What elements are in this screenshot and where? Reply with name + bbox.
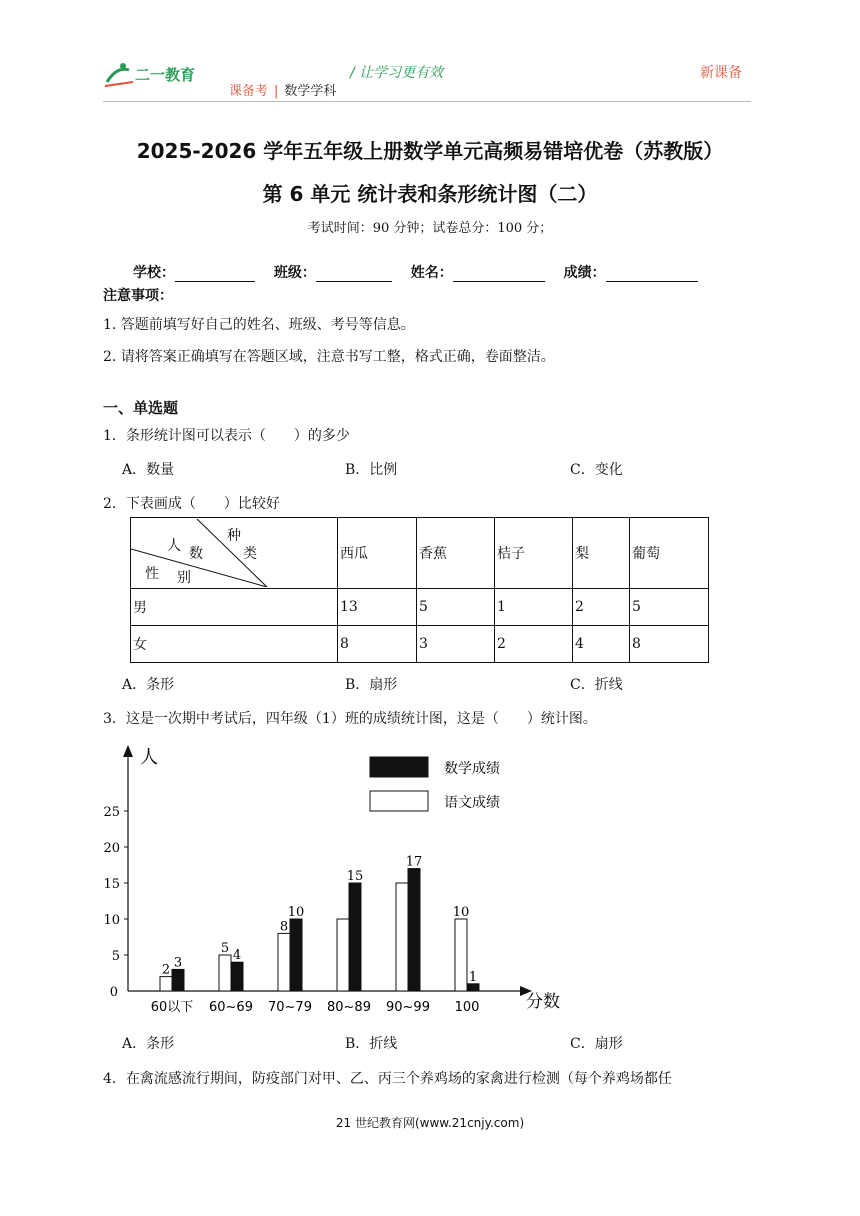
score-field[interactable]: 成绩：	[564, 262, 698, 282]
bar	[278, 933, 290, 991]
bar-value-label: 2	[161, 962, 171, 978]
y-tick-label: 15	[103, 877, 120, 892]
header-sub-right: 数学学科	[284, 84, 337, 99]
page-footer: 21 世纪教育网(www.21cnjy.com)	[335, 1116, 525, 1130]
y-tick-label: 0	[109, 985, 118, 1000]
corner-label: 类	[243, 546, 257, 562]
bar-value-label: 4	[232, 948, 242, 964]
question-1: 1．条形统计图可以表示（ ）的多少	[103, 428, 350, 444]
class-field[interactable]: 班级：	[274, 262, 392, 282]
table-header-cell: 西瓜	[338, 518, 417, 589]
y-tick-label: 25	[103, 805, 120, 820]
bar	[396, 883, 408, 991]
legend-label: 数学成绩	[444, 761, 500, 777]
bar-value-label: 5	[220, 941, 230, 956]
header-divider	[103, 101, 751, 102]
table-cell: 5	[630, 589, 709, 626]
q3-option-c[interactable]: C．扇形	[570, 1036, 623, 1052]
x-tick-label: 60~69	[209, 1000, 253, 1015]
paper-title: 2025-2026 学年五年级上册数学单元高频易错培优卷（苏教版）	[136, 139, 724, 163]
note-item: 2. 请将答案正确填写在答题区域，注意书写工整，格式正确，卷面整洁。	[103, 349, 555, 365]
x-tick-label: 60以下	[150, 1000, 194, 1015]
fruit-table	[130, 517, 709, 663]
bar	[337, 919, 349, 991]
paper-subtitle: 第 6 单元 统计表和条形统计图（二）	[262, 182, 598, 206]
table-cell: 3	[417, 626, 495, 663]
q2-option-a[interactable]: A．条形	[122, 677, 175, 693]
table-cell: 13	[338, 589, 417, 626]
table-cell: 8	[338, 626, 417, 663]
bar-value-label: 3	[173, 955, 183, 971]
table-header-cell: 桔子	[495, 518, 573, 589]
site-logo	[103, 60, 233, 90]
x-axis-label: 分数	[526, 992, 560, 1012]
bar	[172, 969, 184, 991]
table-header-cell: 香蕉	[417, 518, 495, 589]
q2-option-c[interactable]: C．折线	[570, 677, 623, 693]
legend-label: 语文成绩	[444, 795, 500, 811]
corner-label: 数	[189, 546, 203, 562]
table-header-cell: 葡萄	[630, 518, 709, 589]
name-field[interactable]: 姓名：	[411, 262, 545, 282]
table-cell: 5	[417, 589, 495, 626]
x-tick-label: 100	[454, 1000, 480, 1015]
table-cell: 8	[630, 626, 709, 663]
y-tick-label: 20	[103, 841, 120, 856]
bar-value-label: 10	[452, 905, 470, 920]
legend-swatch	[370, 757, 428, 777]
bar	[455, 919, 467, 991]
table-cell: 2	[573, 589, 630, 626]
bar	[219, 955, 231, 991]
bar	[290, 919, 302, 991]
note-item: 1. 答题前填写好自己的姓名、班级、考号等信息。	[103, 317, 415, 333]
table-corner-cell	[131, 518, 338, 589]
bar	[467, 984, 479, 991]
bar	[349, 883, 361, 991]
score-bar-chart	[100, 735, 570, 1020]
y-tick-label: 10	[103, 913, 120, 928]
corner-label: 性	[145, 566, 159, 582]
exam-info: 考试时间：90 分钟；试卷总分：100 分；	[307, 221, 553, 236]
bar-value-label: 15	[346, 869, 364, 884]
legend-swatch	[370, 791, 428, 811]
q1-option-a[interactable]: A．数量	[122, 462, 175, 478]
header-sub-left: 课备考	[229, 84, 269, 99]
bar-value-label: 8	[279, 919, 289, 935]
section-title: 一、单选题	[103, 399, 179, 417]
q1-option-b[interactable]: B．比例	[345, 462, 398, 478]
x-tick-label: 70~79	[268, 1000, 312, 1015]
y-tick-label: 5	[111, 949, 120, 964]
question-4: 4．在禽流感流行期间，防疫部门对甲、乙、丙三个养鸡场的家禽进行检测（每个养鸡场都任	[103, 1071, 672, 1087]
table-row-label: 女	[131, 626, 338, 663]
corner-label: 别	[177, 570, 191, 586]
q3-option-a[interactable]: A．条形	[122, 1036, 175, 1052]
notes-heading: 注意事项：	[103, 288, 173, 304]
table-cell: 4	[573, 626, 630, 663]
table-cell: 2	[495, 626, 573, 663]
table-header-cell: 梨	[573, 518, 630, 589]
x-tick-label: 80~89	[327, 1000, 371, 1015]
table-row	[131, 626, 709, 663]
bar	[231, 962, 243, 991]
bar-value-label: 17	[405, 854, 423, 870]
bar-value-label: 1	[468, 969, 478, 985]
table-row	[131, 589, 709, 626]
q3-option-b[interactable]: B．折线	[345, 1036, 398, 1052]
bar	[160, 977, 172, 991]
q1-option-c[interactable]: C．变化	[570, 462, 623, 478]
question-2: 2．下表画成（ ）比较好	[103, 496, 280, 512]
question-3: 3．这是一次期中考试后，四年级（1）班的成绩统计图，这是（ ）统计图。	[103, 711, 597, 727]
table-cell: 1	[495, 589, 573, 626]
header-slogan: / 让学习更有效	[350, 65, 444, 81]
corner-label: 人	[167, 538, 181, 554]
x-tick-label: 90~99	[386, 1000, 430, 1015]
y-axis-label: 人	[140, 747, 158, 768]
corner-label: 种	[227, 528, 241, 544]
bar-value-label: 10	[287, 905, 305, 920]
table-row-label: 男	[131, 589, 338, 626]
logo-text: 二一教育	[135, 66, 196, 84]
header-subtitle	[229, 80, 336, 99]
q2-option-b[interactable]: B．扇形	[345, 677, 398, 693]
bar	[408, 869, 420, 991]
school-field[interactable]: 学校：	[133, 262, 255, 282]
header-sub-sep: |	[274, 84, 279, 99]
student-info-fields	[133, 262, 712, 282]
y-axis-arrow	[123, 745, 133, 757]
header-right-text: 新课备	[700, 65, 742, 81]
